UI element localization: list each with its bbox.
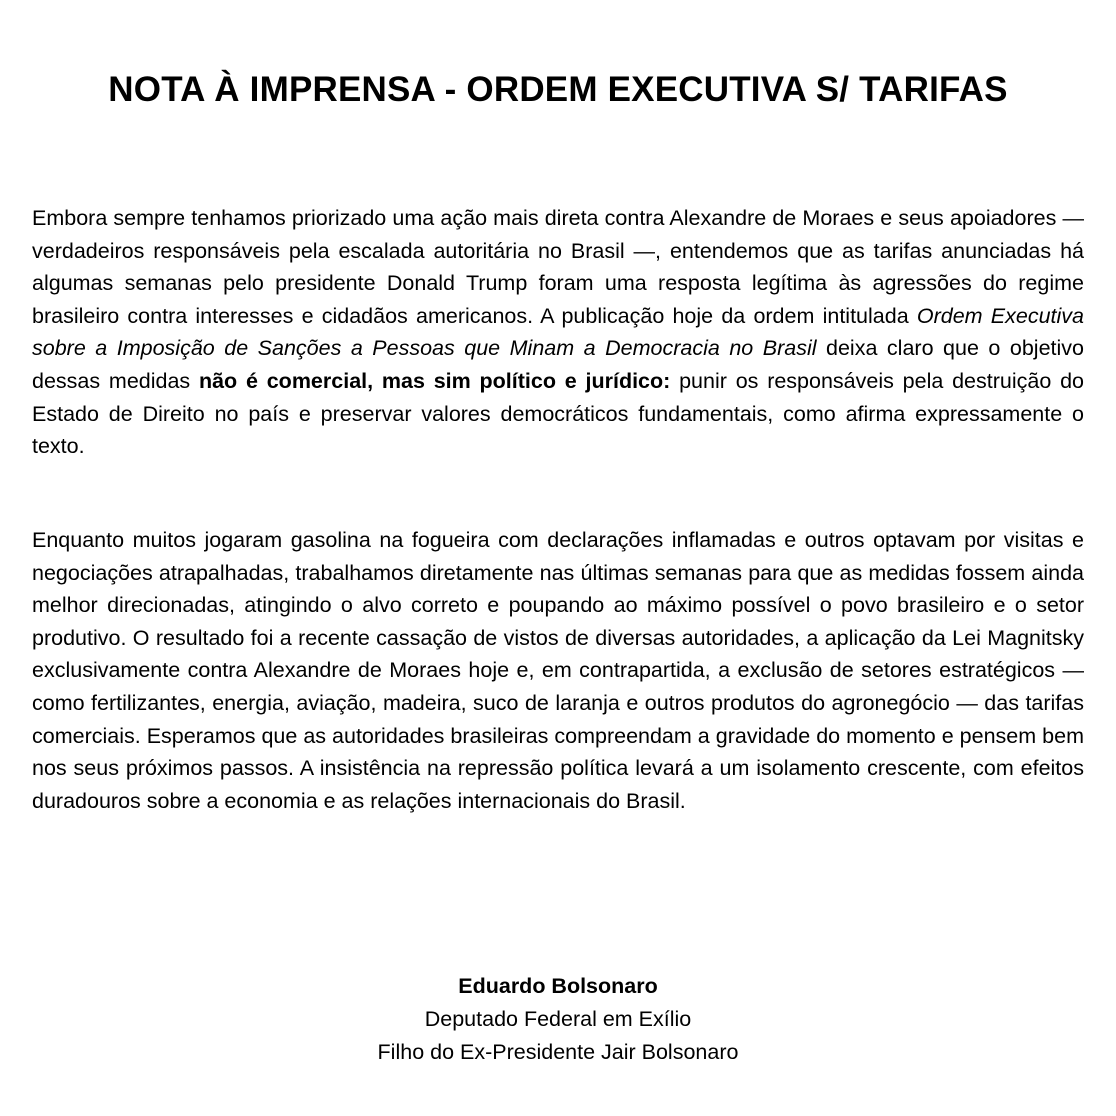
paragraph-2: Enquanto muitos jogaram gasolina na fogueira com declarações inflamadas e outros optavam por visitas e negociações atrapalhadas, trabalhamos diretamente nas últimas semanas para que as medidas fossem ainda melhor direcionadas, atingindo o alvo correto e poupando ao máximo possível o povo brasileiro e o setor produtivo. O resultado foi a recente cassação de vistos de diversas autoridades, a aplicação da Lei Magnitsky exclusivamente contra Alexandre de Moraes hoje e, em contrapartida, a exclusão de setores estratégicos — como fertilizantes, energia, aviação, madeira, suco de laranja e outros produtos do agronegócio — das tarifas comerciais. Esperamos que as autoridades brasileiras compreendam a gravidade do momento e pensem bem nos seus próximos passos. A insistência na repressão política levará a um isolamento crescente, com efeitos duradouros sobre a economia e as relações internacionais do Brasil.: [32, 528, 1084, 813]
signature-name: Eduardo Bolsonaro: [458, 974, 658, 998]
page-title: NOTA À IMPRENSA - ORDEM EXECUTIVA S/ TARIFAS: [108, 70, 1008, 109]
executive-order-title: Ordem Executiva sobre a Imposição de Sanções a Pessoas que Minam a Democracia no Brasil: [32, 303, 1084, 361]
emphasis-statement: não é comercial, mas sim político e jurídico:: [198, 368, 671, 393]
signature-role: Deputado Federal em Exílio: [424, 1007, 692, 1031]
signature-relation: Filho do Ex-Presidente Jair Bolsonaro: [377, 1040, 739, 1064]
paragraph-1-text-a: Embora sempre tenhamos priorizado uma ação mais direta contra Alexandre de Moraes e seus apoiadores — verdadeiros responsáveis pela escalada autoritária no Brasil —, entendemos que as tarifas anunciadas há algumas semanas pelo presidente Donald Trump foram uma resposta legítima às agressões do regime brasileiro contra interesses e cidadãos americanos. A publicação hoje da ordem intitulada: [32, 206, 1084, 328]
signature-block: [0, 970, 1116, 1069]
paragraph-1-text-c: punir os responsáveis pela destruição do Estado de Direito no país e preservar valores democráticos fundamentais, como afirma expressamente o texto.: [32, 368, 1084, 459]
paragraph-1-text-b: deixa claro que o objetivo dessas medidas: [32, 336, 1084, 393]
paragraph-1: [32, 202, 1084, 463]
